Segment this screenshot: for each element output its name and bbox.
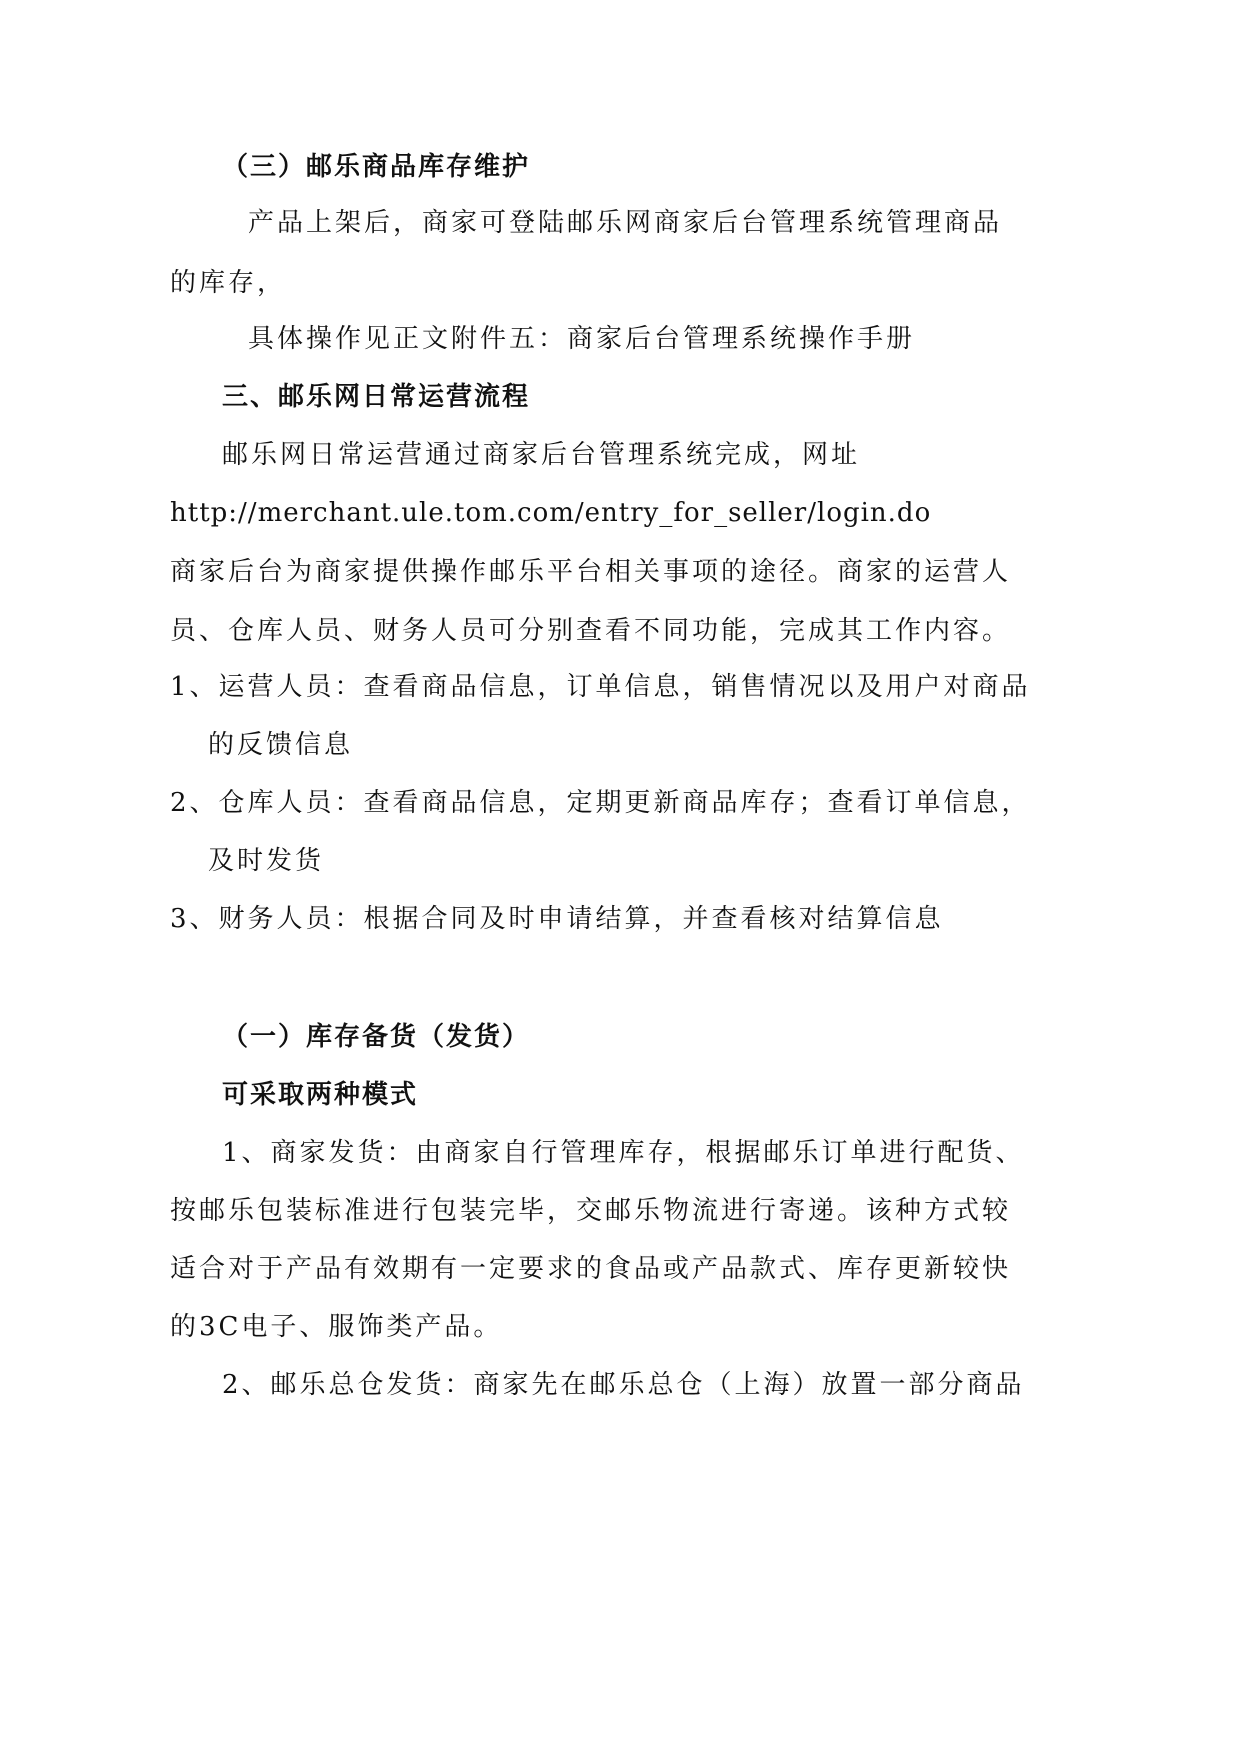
list-item: 3、财务人员：根据合同及时申请结算，并查看核对结算信息 [170, 904, 944, 934]
subsection-heading: （一）库存备货（发货） [222, 1022, 531, 1052]
section-heading: （三）邮乐商品库存维护 [222, 152, 531, 182]
list-item-continuation: 的反馈信息 [208, 730, 354, 760]
list-item-continuation: 及时发货 [208, 846, 325, 876]
paragraph-line: 的库存， [170, 268, 287, 298]
paragraph-line: 按邮乐包装标准进行包装完毕，交邮乐物流进行寄递。该种方式较 [170, 1196, 1012, 1226]
chapter-heading: 三、邮乐网日常运营流程 [222, 382, 531, 412]
paragraph-line: 的3C电子、服饰类产品。 [170, 1312, 503, 1342]
paragraph-line: 适合对于产品有效期有一定要求的食品或产品款式、库存更新较快 [170, 1254, 1012, 1284]
paragraph-line: 1、商家发货：由商家自行管理库存，根据邮乐订单进行配货、 [222, 1138, 1025, 1168]
list-item: 1、运营人员：查看商品信息，订单信息，销售情况以及用户对商品 [170, 672, 1031, 702]
paragraph-line: 2、邮乐总仓发货：商家先在邮乐总仓（上海）放置一部分商品 [222, 1370, 1025, 1400]
subsection-subheading: 可采取两种模式 [222, 1080, 419, 1110]
paragraph-line: 商家后台为商家提供操作邮乐平台相关事项的途径。商家的运营人 [170, 557, 1012, 587]
list-item: 2、仓库人员：查看商品信息，定期更新商品库存；查看订单信息， [170, 788, 1031, 818]
paragraph-line: 邮乐网日常运营通过商家后台管理系统完成，网址 [222, 440, 861, 470]
paragraph-line: 员、仓库人员、财务人员可分别查看不同功能，完成其工作内容。 [170, 616, 1012, 646]
paragraph-line: 产品上架后，商家可登陆邮乐网商家后台管理系统管理商品 [248, 208, 1003, 238]
url-text: http://merchant.ule.tom.com/entry_for_seller/login.do [170, 498, 932, 528]
paragraph-line: 具体操作见正文附件五：商家后台管理系统操作手册 [248, 324, 916, 354]
